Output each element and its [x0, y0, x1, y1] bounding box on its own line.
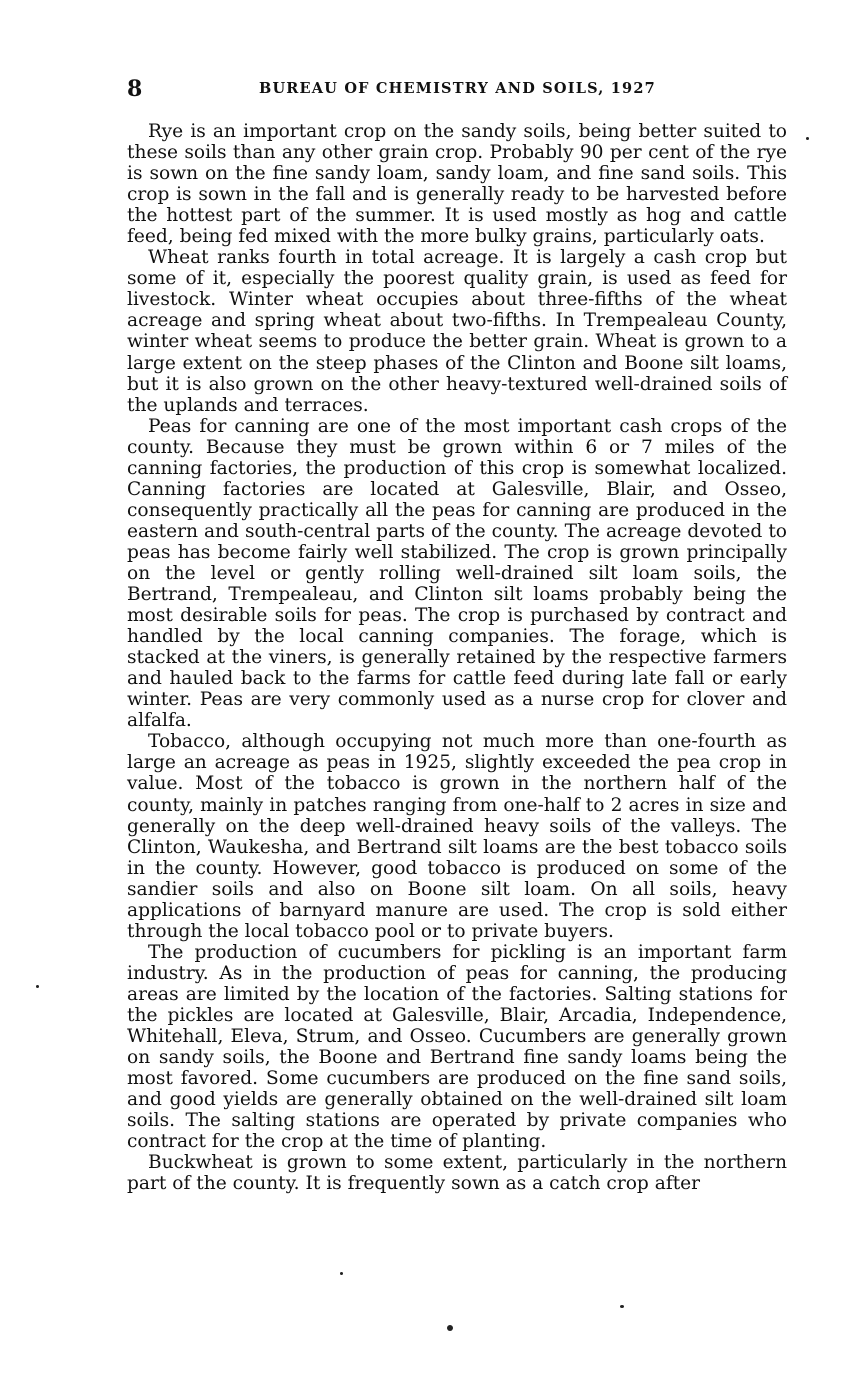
running-head: BUREAU OF CHEMISTRY AND SOILS, 1927: [259, 80, 656, 97]
page-number: 8: [127, 76, 143, 102]
paragraph-tobacco: Tobacco, although occupying not much more than one-fourth as large an acreage as peas in 1925, slightly exceeded the pea crop in value. Most of the tobacco is grown in the northern half of the county, mainly in patches ranging from one-half to 2 acres in size and generally on the deep well-drained heavy soils of the valleys. The Clinton, Waukesha, and Bertrand silt loams are the best tobacco soils in the county. However, good tobacco is produced on some of the sandier soils and also on Boone silt loam. On all soils, heavy applications of barnyard manure are used. The crop is sold either through the local tobacco pool or to private buyers.: [127, 731, 787, 942]
body-text: [127, 121, 787, 1194]
page-header: [127, 76, 787, 102]
scan-speck: [447, 1325, 453, 1331]
paragraph-peas: Peas for canning are one of the most important cash crops of the county. Because they must be grown within 6 or 7 miles of the canning factories, the production of this crop is somewhat localized. Canning factories are located at Galesville, Blair, and Osseo, consequently practically all the peas for canning are produced in the eastern and south-central parts of the county. The acreage devoted to peas has become fairly well stabilized. The crop is grown principally on the level or gently rolling well-drained silt loam soils, the Bertrand, Trempealeau, and Clinton silt loams probably being the most desirable soils for peas. The crop is purchased by contract and handled by the local canning companies. The forage, which is stacked at the viners, is generally retained by the respective farmers and hauled back to the farms for cattle feed during late fall or early winter. Peas are very commonly used as a nurse crop for clover and alfalfa.: [127, 415, 787, 732]
paragraph-wheat: Wheat ranks fourth in total acreage. It is largely a cash crop but some of it, especially the poorest quality grain, is used as feed for livestock. Winter wheat occupies about three-fifths of the wheat acreage and spring wheat about two-fifths. In Trempealeau County, winter wheat seems to produce the better grain. Wheat is grown to a large extent on the steep phases of the Clinton and Boone silt loams, but it is also grown on the other heavy-textured well-drained soils of the uplands and terraces.: [127, 247, 787, 416]
paragraph-buckwheat: Buckwheat is grown to some extent, particularly in the northern part of the county. It is frequently sown as a catch crop after: [127, 1152, 787, 1195]
scan-speck: [340, 1272, 343, 1275]
scan-speck: [620, 1305, 624, 1308]
paragraph-cucumbers: The production of cucumbers for pickling is an important farm industry. As in the production of peas for canning, the producing areas are limited by the location of the factories. Salting stations for the pickles are located at Galesville, Blair, Arcadia, Independence, Whitehall, Eleva, Strum, and Osseo. Cucumbers are generally grown on sandy soils, the Boone and Bertrand fine sandy loams being the most favored. Some cucumbers are produced on the fine sand soils, and good yields are generally obtained on the well-drained silt loam soils. The salting stations are operated by private companies who contract for the crop at the time of planting.: [127, 941, 787, 1153]
scan-speck: [36, 985, 39, 988]
paragraph-rye: Rye is an important crop on the sandy soils, being better suited to these soils than any other grain crop. Probably 90 per cent of the rye is sown on the fine sandy loam, sandy loam, and fine sand soils. This crop is sown in the fall and is generally ready to be harvested before the hottest part of the summer. It is used mostly as hog and cattle feed, being fed mixed with the more bulky grains, particularly oats.: [127, 121, 787, 248]
scan-speck: [806, 137, 809, 140]
